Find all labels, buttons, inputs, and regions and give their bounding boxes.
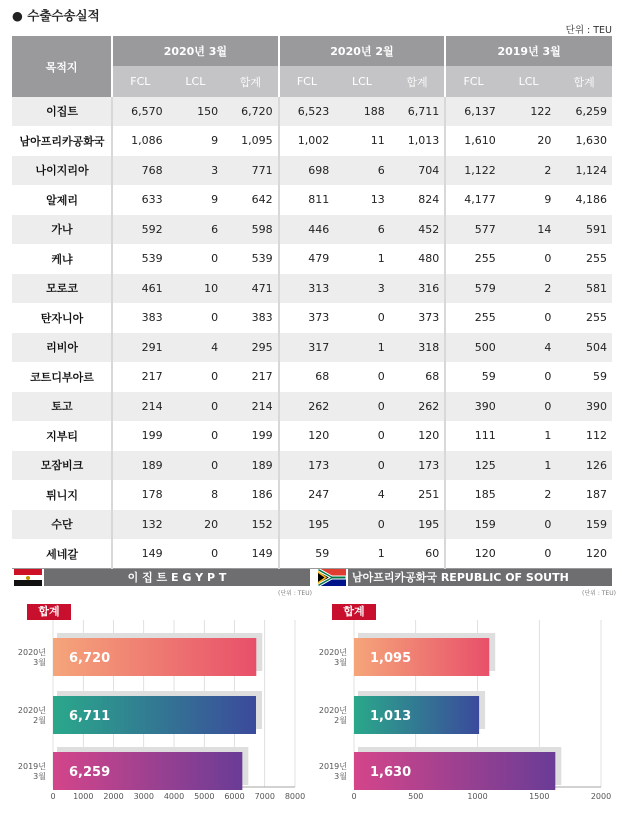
- bar-value-label: 6,259: [69, 765, 111, 780]
- value-cell: 0: [501, 392, 557, 422]
- value-cell: 6,570: [112, 97, 168, 126]
- value-cell: 0: [168, 451, 224, 481]
- value-cell: 214: [223, 392, 279, 422]
- value-cell: 251: [390, 480, 446, 510]
- category-label: 2020년 3월: [17, 648, 46, 667]
- destination-cell: 모잠비크: [12, 451, 112, 481]
- value-cell: 199: [223, 421, 279, 451]
- value-cell: 150: [168, 97, 224, 126]
- destination-cell: 남아프리카공화국: [12, 126, 112, 156]
- value-cell: 255: [556, 244, 612, 274]
- value-cell: 373: [390, 303, 446, 333]
- x-tick-label: 5000: [194, 792, 215, 801]
- value-cell: 642: [223, 185, 279, 215]
- value-cell: 186: [223, 480, 279, 510]
- x-tick-label: 1500: [529, 792, 550, 801]
- value-cell: 255: [445, 244, 501, 274]
- value-cell: 217: [223, 362, 279, 392]
- table-row: [12, 421, 612, 451]
- value-cell: 120: [279, 421, 335, 451]
- value-cell: 591: [556, 215, 612, 245]
- x-tick-label: 500: [408, 792, 424, 801]
- table-row: [12, 392, 612, 422]
- value-cell: 824: [390, 185, 446, 215]
- value-cell: 217: [112, 362, 168, 392]
- table-row: [12, 510, 612, 540]
- table-row: [12, 244, 612, 274]
- category-label: 2019년 3월: [318, 762, 347, 781]
- value-cell: 317: [279, 333, 335, 363]
- value-cell: 126: [556, 451, 612, 481]
- table-row: [12, 185, 612, 215]
- value-cell: 9: [168, 126, 224, 156]
- value-cell: 10: [168, 274, 224, 304]
- destination-cell: 탄자니아: [12, 303, 112, 333]
- value-cell: 504: [556, 333, 612, 363]
- value-cell: 152: [223, 510, 279, 540]
- value-cell: 262: [390, 392, 446, 422]
- value-cell: 0: [334, 451, 390, 481]
- value-cell: 479: [279, 244, 335, 274]
- x-tick-label: 1000: [73, 792, 94, 801]
- value-cell: 6: [334, 215, 390, 245]
- value-cell: 0: [501, 303, 557, 333]
- value-cell: 1: [501, 421, 557, 451]
- value-cell: 6,711: [390, 97, 446, 126]
- value-cell: 185: [445, 480, 501, 510]
- destination-cell: 세네갈: [12, 539, 112, 569]
- egypt-panel-title: 이 집 트 E G Y P T: [44, 569, 310, 586]
- value-cell: 500: [445, 333, 501, 363]
- value-cell: 20: [501, 126, 557, 156]
- value-cell: 1,122: [445, 156, 501, 186]
- category-label: 2020년 2월: [17, 706, 46, 725]
- value-cell: 1,630: [556, 126, 612, 156]
- table-row: [12, 333, 612, 363]
- category-label: 2020년 3월: [318, 648, 347, 667]
- value-cell: 2: [501, 156, 557, 186]
- value-cell: 0: [334, 392, 390, 422]
- value-cell: 13: [334, 185, 390, 215]
- table-row: [12, 362, 612, 392]
- egypt-bar-chart: [0, 620, 311, 835]
- value-cell: 3: [334, 274, 390, 304]
- value-cell: 8: [168, 480, 224, 510]
- value-cell: 189: [223, 451, 279, 481]
- subheader-total: 합계: [390, 66, 446, 97]
- value-cell: 390: [445, 392, 501, 422]
- value-cell: 120: [556, 539, 612, 569]
- category-label: 2019년 3월: [17, 762, 46, 781]
- value-cell: 383: [112, 303, 168, 333]
- x-tick-label: 8000: [284, 792, 306, 801]
- value-cell: 577: [445, 215, 501, 245]
- table-row: [12, 451, 612, 481]
- page-title: ● 수출수송실적: [12, 8, 100, 23]
- destination-cell: 지부티: [12, 421, 112, 451]
- x-tick-label: 7000: [254, 792, 275, 801]
- value-cell: 0: [168, 362, 224, 392]
- table-row: [12, 539, 612, 569]
- subheader-total: 합계: [556, 66, 612, 97]
- x-tick-label: 1000: [467, 792, 488, 801]
- value-cell: 0: [168, 303, 224, 333]
- value-cell: 3: [168, 156, 224, 186]
- value-cell: 768: [112, 156, 168, 186]
- value-cell: 811: [279, 185, 335, 215]
- value-cell: 592: [112, 215, 168, 245]
- value-cell: 295: [223, 333, 279, 363]
- value-cell: 6,720: [223, 97, 279, 126]
- value-cell: 0: [168, 421, 224, 451]
- bar-value-label: 6,711: [69, 709, 111, 724]
- value-cell: 59: [445, 362, 501, 392]
- x-tick-label: 0: [50, 792, 56, 801]
- south-africa-unit: (단위 : TEU): [582, 590, 616, 597]
- south-africa-total-badge: 합계: [332, 604, 376, 620]
- value-cell: 1: [334, 333, 390, 363]
- south-africa-panel-title: 남아프리카공화국 REPUBLIC OF SOUTH AFRICA: [348, 569, 612, 586]
- value-cell: 149: [112, 539, 168, 569]
- value-cell: 0: [501, 244, 557, 274]
- header-period: 2020년 2월: [279, 36, 446, 66]
- export-table: [12, 36, 612, 569]
- value-cell: 4,177: [445, 185, 501, 215]
- value-cell: 6,137: [445, 97, 501, 126]
- value-cell: 383: [223, 303, 279, 333]
- value-cell: 255: [445, 303, 501, 333]
- value-cell: 539: [112, 244, 168, 274]
- destination-cell: 토고: [12, 392, 112, 422]
- value-cell: 0: [501, 539, 557, 569]
- value-cell: 4: [334, 480, 390, 510]
- value-cell: 195: [390, 510, 446, 540]
- value-cell: 59: [279, 539, 335, 569]
- value-cell: 316: [390, 274, 446, 304]
- value-cell: 11: [334, 126, 390, 156]
- value-cell: 9: [168, 185, 224, 215]
- value-cell: 6: [334, 156, 390, 186]
- bar-value-label: 6,720: [69, 651, 111, 666]
- value-cell: 4: [168, 333, 224, 363]
- value-cell: 1: [334, 244, 390, 274]
- destination-cell: 가나: [12, 215, 112, 245]
- table-row: [12, 156, 612, 186]
- south-africa-flag-icon: [318, 569, 346, 586]
- value-cell: 452: [390, 215, 446, 245]
- unit-label: 단위 : TEU: [565, 25, 612, 36]
- value-cell: 4: [501, 333, 557, 363]
- x-tick-label: 2000: [103, 792, 124, 801]
- subheader-fcl: FCL: [445, 66, 501, 97]
- value-cell: 255: [556, 303, 612, 333]
- value-cell: 112: [556, 421, 612, 451]
- header-destination: 목적지: [12, 36, 112, 97]
- table-row: [12, 274, 612, 304]
- subheader-lcl: LCL: [168, 66, 224, 97]
- destination-cell: 코트디부아르: [12, 362, 112, 392]
- value-cell: 149: [223, 539, 279, 569]
- value-cell: 1,013: [390, 126, 446, 156]
- subheader-fcl: FCL: [112, 66, 168, 97]
- value-cell: 173: [390, 451, 446, 481]
- value-cell: 188: [334, 97, 390, 126]
- value-cell: 0: [334, 421, 390, 451]
- subheader-lcl: LCL: [334, 66, 390, 97]
- value-cell: 60: [390, 539, 446, 569]
- bar-value-label: 1,013: [370, 709, 412, 724]
- value-cell: 1: [501, 451, 557, 481]
- value-cell: 313: [279, 274, 335, 304]
- value-cell: 581: [556, 274, 612, 304]
- destination-cell: 수단: [12, 510, 112, 540]
- value-cell: 14: [501, 215, 557, 245]
- value-cell: 698: [279, 156, 335, 186]
- egypt-unit: (단위 : TEU): [278, 590, 312, 597]
- x-tick-label: 0: [351, 792, 357, 801]
- value-cell: 0: [334, 303, 390, 333]
- value-cell: 120: [445, 539, 501, 569]
- value-cell: 68: [390, 362, 446, 392]
- value-cell: 125: [445, 451, 501, 481]
- value-cell: 771: [223, 156, 279, 186]
- value-cell: 579: [445, 274, 501, 304]
- category-label: 2020년 2월: [318, 706, 347, 725]
- value-cell: 122: [501, 97, 557, 126]
- subheader-lcl: LCL: [501, 66, 557, 97]
- value-cell: 480: [390, 244, 446, 274]
- value-cell: 1,002: [279, 126, 335, 156]
- value-cell: 6: [168, 215, 224, 245]
- bar-value-label: 1,095: [370, 651, 412, 666]
- value-cell: 704: [390, 156, 446, 186]
- value-cell: 2: [501, 274, 557, 304]
- value-cell: 0: [334, 510, 390, 540]
- table-row: [12, 215, 612, 245]
- table-row: [12, 303, 612, 333]
- value-cell: 132: [112, 510, 168, 540]
- destination-cell: 튀니지: [12, 480, 112, 510]
- header-period: 2019년 3월: [445, 36, 612, 66]
- table-row: [12, 480, 612, 510]
- value-cell: 195: [279, 510, 335, 540]
- subheader-fcl: FCL: [279, 66, 335, 97]
- value-cell: 159: [556, 510, 612, 540]
- value-cell: 173: [279, 451, 335, 481]
- value-cell: 0: [168, 539, 224, 569]
- egypt-flag-icon: [14, 569, 42, 586]
- value-cell: 159: [445, 510, 501, 540]
- value-cell: 318: [390, 333, 446, 363]
- x-tick-label: 2000: [590, 792, 612, 801]
- value-cell: 199: [112, 421, 168, 451]
- value-cell: 6,259: [556, 97, 612, 126]
- value-cell: 0: [168, 244, 224, 274]
- value-cell: 471: [223, 274, 279, 304]
- value-cell: 178: [112, 480, 168, 510]
- value-cell: 633: [112, 185, 168, 215]
- table-row: [12, 126, 612, 156]
- value-cell: 373: [279, 303, 335, 333]
- bar-value-label: 1,630: [370, 765, 412, 780]
- destination-cell: 이집트: [12, 97, 112, 126]
- value-cell: 446: [279, 215, 335, 245]
- value-cell: 187: [556, 480, 612, 510]
- value-cell: 539: [223, 244, 279, 274]
- value-cell: 120: [390, 421, 446, 451]
- destination-cell: 알제리: [12, 185, 112, 215]
- value-cell: 1,124: [556, 156, 612, 186]
- destination-cell: 리비아: [12, 333, 112, 363]
- value-cell: 262: [279, 392, 335, 422]
- south-africa-bar-chart: [311, 620, 622, 835]
- value-cell: 4,186: [556, 185, 612, 215]
- value-cell: 111: [445, 421, 501, 451]
- value-cell: 1,610: [445, 126, 501, 156]
- value-cell: 247: [279, 480, 335, 510]
- value-cell: 461: [112, 274, 168, 304]
- value-cell: 390: [556, 392, 612, 422]
- value-cell: 0: [501, 510, 557, 540]
- value-cell: 1: [334, 539, 390, 569]
- value-cell: 0: [334, 362, 390, 392]
- value-cell: 214: [112, 392, 168, 422]
- value-cell: 68: [279, 362, 335, 392]
- value-cell: 9: [501, 185, 557, 215]
- value-cell: 0: [168, 392, 224, 422]
- value-cell: 1,095: [223, 126, 279, 156]
- value-cell: 6,523: [279, 97, 335, 126]
- destination-cell: 나이지리아: [12, 156, 112, 186]
- value-cell: 598: [223, 215, 279, 245]
- x-tick-label: 4000: [163, 792, 185, 801]
- destination-cell: 케냐: [12, 244, 112, 274]
- subheader-total: 합계: [223, 66, 279, 97]
- value-cell: 189: [112, 451, 168, 481]
- value-cell: 2: [501, 480, 557, 510]
- egypt-total-badge: 합계: [27, 604, 71, 620]
- value-cell: 20: [168, 510, 224, 540]
- value-cell: 1,086: [112, 126, 168, 156]
- value-cell: 0: [501, 362, 557, 392]
- value-cell: 291: [112, 333, 168, 363]
- table-row: [12, 97, 612, 126]
- x-tick-label: 3000: [133, 792, 154, 801]
- x-tick-label: 6000: [224, 792, 245, 801]
- value-cell: 59: [556, 362, 612, 392]
- header-period: 2020년 3월: [112, 36, 279, 66]
- destination-cell: 모로코: [12, 274, 112, 304]
